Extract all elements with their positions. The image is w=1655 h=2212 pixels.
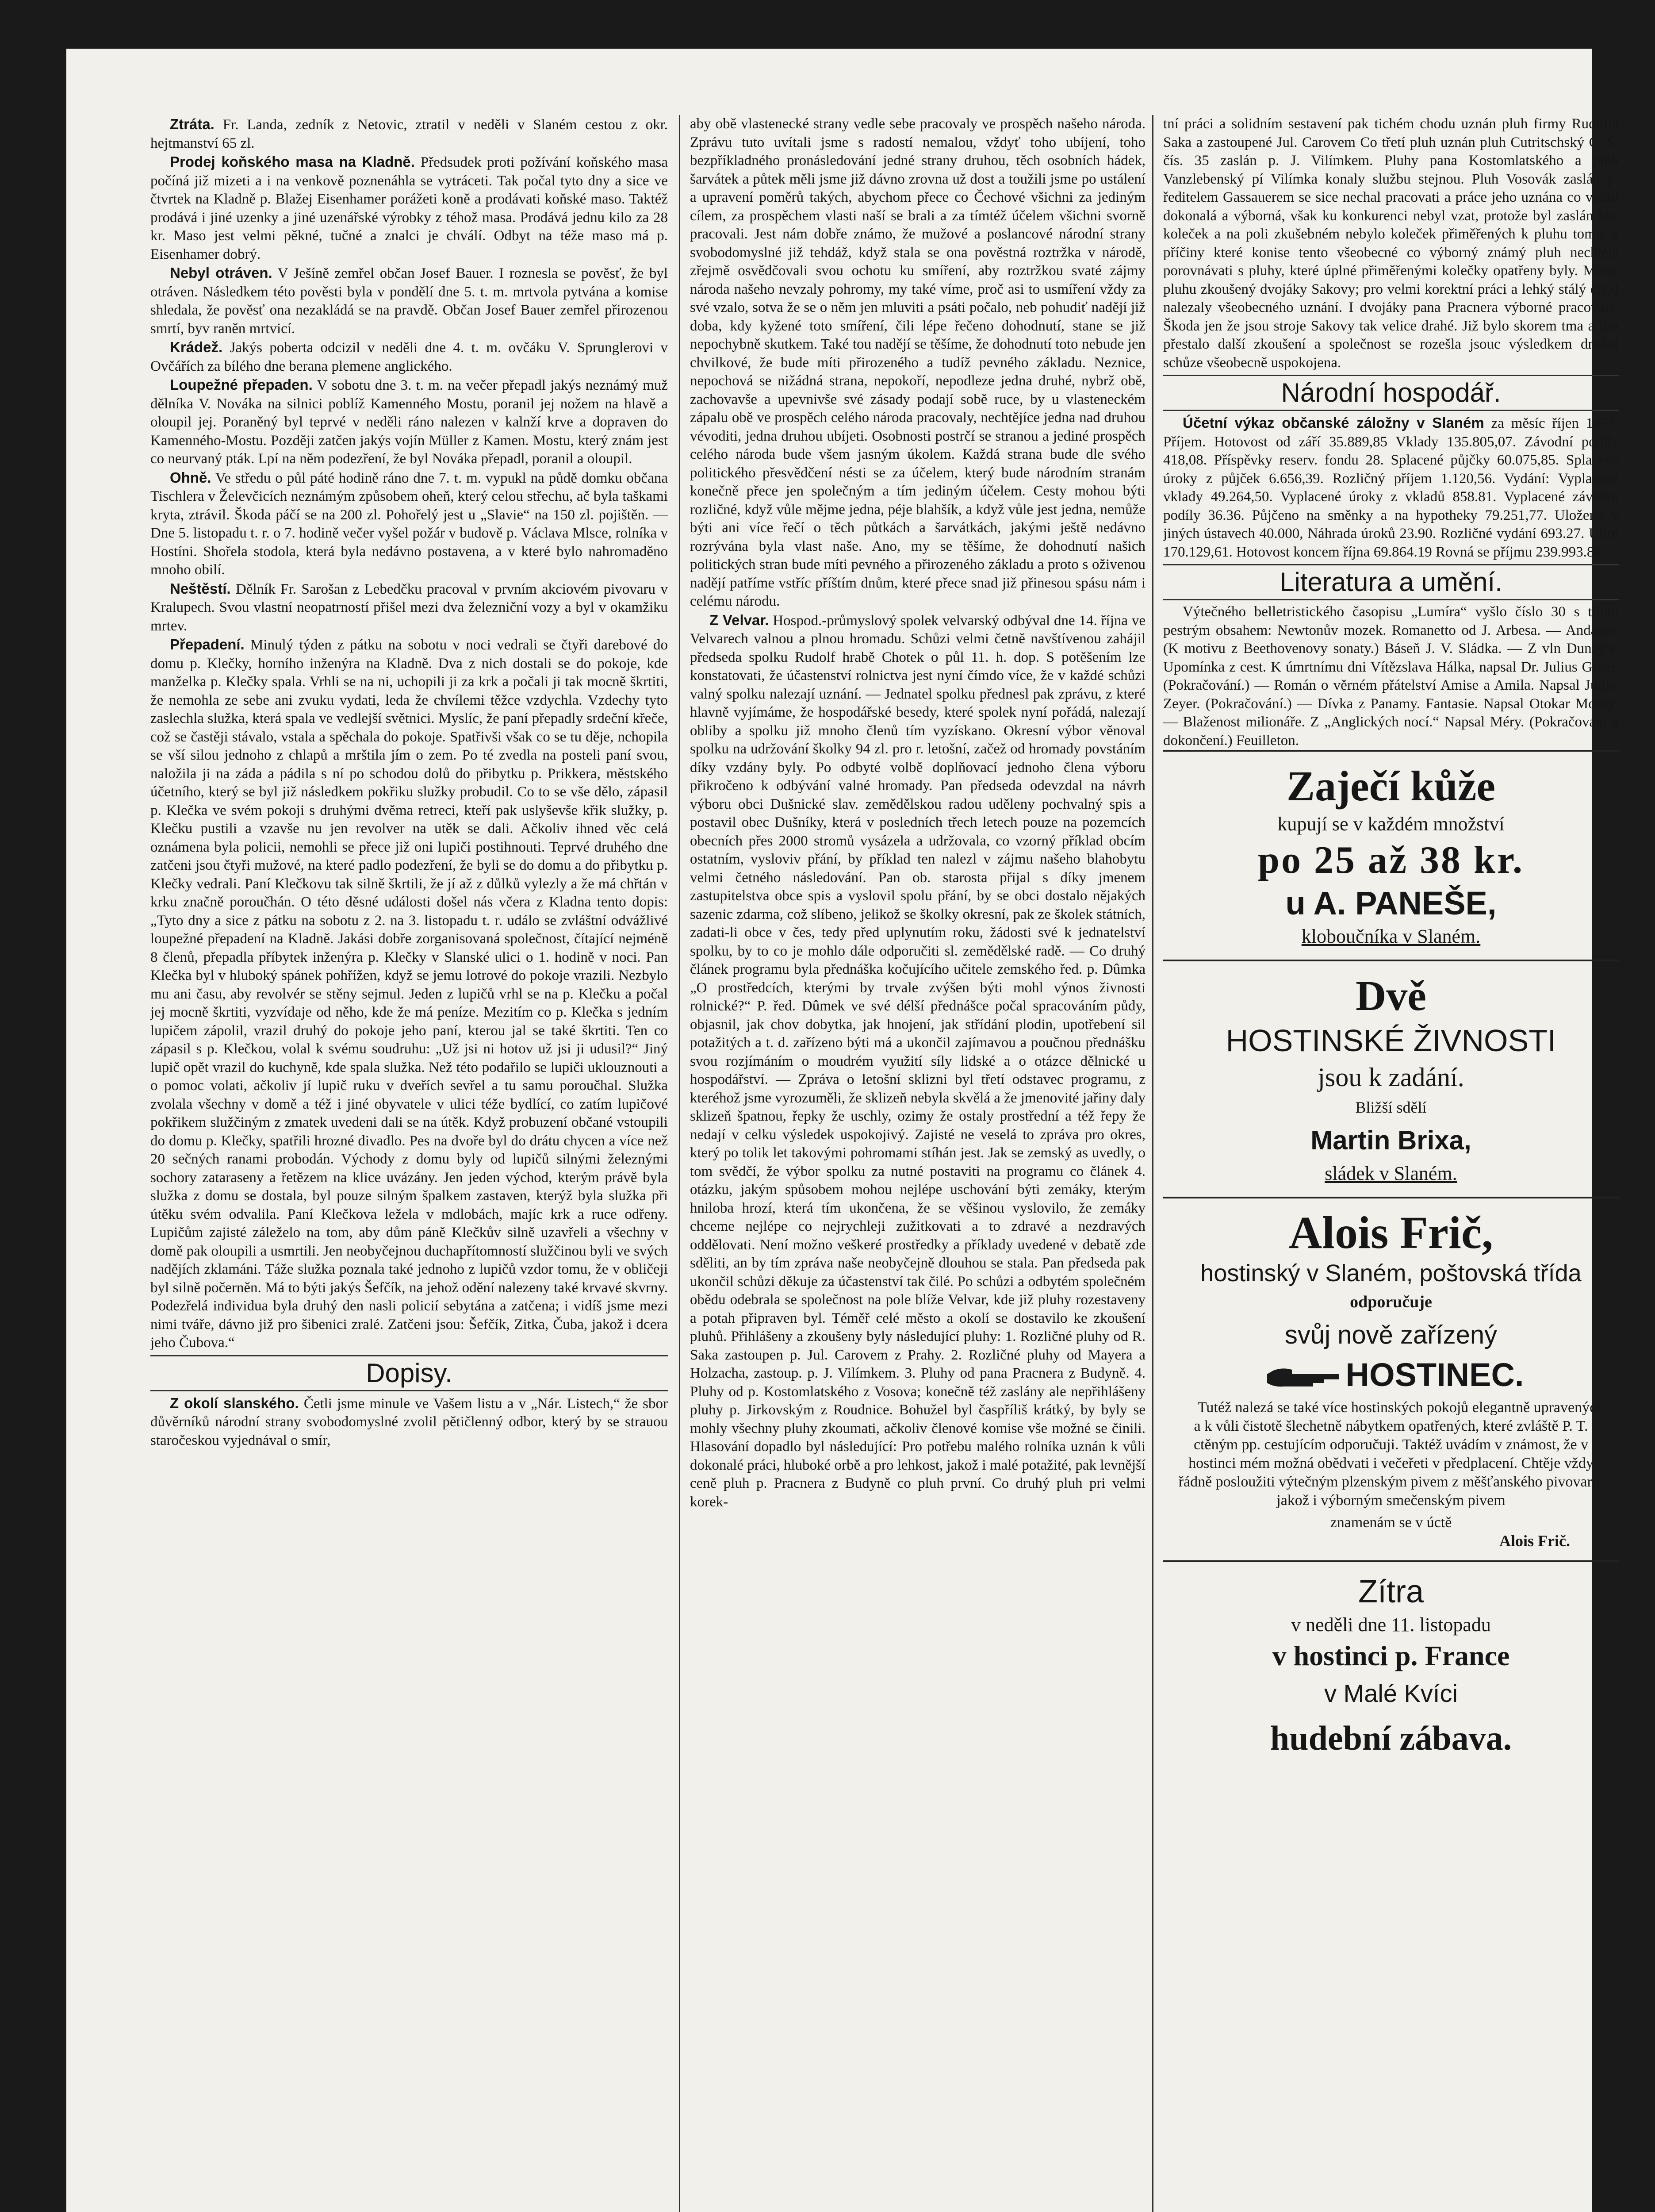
article-nestesti: Neštěstí. Dělník Fr. Sarošan z Lebedčku pracoval v prvním akciovém pivovaru v Kralupech. Svou vlastní neopatrností přišel mezi dva železniční vozy a byl v okamžiku mrtev. <box>150 580 668 634</box>
ad-body: Tutéž nalezá se také více hostinských pokojů elegantně upravených a k vůli čistotě šlechetně nábytkem opatřených, které zvláště P. T. ctěným pp. cestujícím odporučuji. Taktéž uvádím v známost, že v hostinci mém možná obědvati i večeřeti v předplacení. Chtěje vždy řádně posloužiti výtečným plzenským pivem z měšťanského pivovaru, jakož i výborným smečenským pivem <box>1178 1399 1604 1509</box>
article-lumir: Výtečného belletristického časopisu „Lumíra“ vyšlo číslo 30 s tímto pestrým obsahem: Newtonův mozek. Romanetto od J. Arbesa. — Andante. (K motivu z Beethovenovy sonaty.) Báseň J. V. Sládka. — Z vln Dunajce. Upomínka z cest. K úmrtnímu dni Vítězslava Hálka, napsal Dr. Julius Grégr. (Pokračování.) — Román o věrném přátelství Amise a Amila. Napsal Julius Zeyer. (Pokračování.) — Dívka z Panamy. Fantasie. Napsal Otokar Mokrý. — Blaženost milionáře. Z „Anglických nocí.“ Napsal Méry. (Pokračování a dokončení.) Feuilleton. <box>1163 604 1619 749</box>
article-loupezne-prepadeni: Loupežné přepaden. V sobotu dne 3. t. m. na večer přepadl jakýs neznámý muž dělníka V. Nováka na silnici poblíž Kamenného Mostu, poranil jej nožem na hlavě a oloupil jej. Poraněný byl teprvé v neděli ráno nalezen v kalnží krve a dopraven do Kamenného-Mostu. Později zatčen jakýs vojín Müller z Kamen. Mostu, který znám jest co neurvaný pták. Lpí na něm podezření, že byl Nováka přepadl, poranil a oloupil. <box>150 376 668 467</box>
advertisement-alois-fric <box>1163 1197 1619 1560</box>
article-ohne: Ohně. Ve středu o půl páté hodině ráno dne 7. t. m. vypukl na půdě domku občana Tischlera v Želevčicích neznámým způsobem oheň, který celou střechu, ač byla taškami kryta, ztrávil. Škoda páčí se na 200 zl. Pohořelý jest u „Slavie“ na 150 zl. pojištěn. — Dne 5. listopadu t. r. o 7. hodině večer vyšel požár v budově p. Václava Mlsce, rolníka v Hostíni. Shořela stodola, která byla nedávno postavena, a v které bylo nahromaděno mnoho obilí. <box>150 469 668 578</box>
ad-headline: HOSTINEC. <box>1163 1355 1619 1395</box>
ad-title: Dvě <box>1356 972 1426 1019</box>
column-middle <box>690 115 1145 2212</box>
ad-line: svůj nově zařízený <box>1284 1321 1498 1349</box>
ad-signature: Alois Frič. <box>1499 1532 1570 1550</box>
advertisement-zajeci-kuze <box>1163 750 1619 960</box>
ad-line: hudební zábava. <box>1270 1718 1512 1757</box>
ad-title: Zítra <box>1358 1574 1424 1609</box>
article-prepadeni: Přepadení. Minulý týden z pátku na sobotu v noci vedrali se čtyři darebové do domu p. Klečky, horního inženýra na Kladně. Dva z nich dostali se do pokoje, kde manželka p. Klečky spala. Vrhli se na ni, uchopili ji za krk a počali ji tak mocně škrtiti, že nemohla ze sebe ani zvuku vydati, leda že chvílemi těžce vzdychla. Vzdechy tyto zaslechla služka, která spala ve vedlejší světnici. Myslíc, že paní přepadly srdeční křeče, což se častěji stávalo, vstala a spěchala do pokoje. Spatřivši však co se tu děje, nchopila se vší silou jednoho z chlapů a mrštila jím o zem. Po té zvedla na posteli paní svou, naložila ji na záda a pádila s ní po schodou dolů do přibytku p. Prikkera, městského účetního, který se byl již následkem pokřiku služky probudil. Co to se vše dělo, zápasil p. Klečka ve svém pokoji s druhými dvěma retreci, kteří pak uslyševše křik služky, p. Klečku pustili a vzavše nu jen revolver na utěk se dali. Ačkoliv ihned věc celá oznámena byla policii, nemohli se přece již oni lupiči postihnouti. Teprvé druhého dne zatčeni jsou čtyři mužové, na které padlo podezření, že byli se do domu a do přibytku p. Klečky vedrali. Paní Klečkovu tak silně škrtili, že jí až z důlků vylezly a že má chřtán v krku značně poroučhán. O této děsné události došel nás včera z Kladna tento dopis: „Tyto dny a sice z pátku na sobotu z 2. na 3. listopadu t. r. událo se zvláštní odvážlivé loupežné přepadení na Kladně. Jakási dobře zorganisovaná společnost, čítající nejméně 8 členů, přepadla příbytek inženýra p. Klečky v Slanské ulici o 1. hodině v noci. Pan Klečka byl v hluboký spánek pohřížen, když se jemu lotrové do pokoje vrazili. Nezbylo mu ani času, aby revolvér se stěny sejmul. Jeden z lupičů vrhl se na p. Klečku a počal jej mocně škrtiti, vyzvídaje od něho, kde že má peníze. Mezitím co p. Klečka s jedním lupičem zápolil, vrazil druhý do pokoje jeho paní, kterou jal se také škrtiti. Ten co zápasil s p. Klečkou, volal k svému soudruhu: „Už jsi ni hotov už jsi ji udusil?“ Jiný lupič opět vrazil do kuchyně, kde spala služka. Než této podařilo se lupiči uklouznouti a o pomoc volati, ačkoliv jí lupič ruku v dveřích sevřel a tu samu poroučhal. Služka zvolala všechny v domě a též i jiné obyvatele v ulici téže bydlící, co zatím lupičové pokřikem služčiným z zmatek uvedeni dali se na útěk. Když probuzení občané vstoupili do domu p. Klečky, spatřili hrozné divadlo. Pes na dvoře byl do drátu chycen a více než 20 sečných ranami probodán. Východy z domu byly od lupičů silnými železnými sochory zataraseny a řetězem na klice uvázány. Jen jeden východ, kterým právě byla služka z domu se dostala, byl pouze silným špalkem zastaven, kterýž byla služka při útěku svém odvalila. Paní Klečkova ležela v mdlobách, majíc krk a ruce odřeny. Lupičům zajisté záleželo na tom, aby dům páně Klečkův silně uzavřeli a všechny v domě pak oloupili a usmrtili. Jen neobyčejnou duchapřítomností služčinou byli ve svých nadějích zklamáni. Táže služka poznala také jednoho z lupičů vzdor tomu, že v obličeji byl silně počerněn. Má to býti jakýs Šefčík, na jehož odění nalezeny také krvavé skvrny. Podezřelá individua byla druhý den nasli policií sebytána a zatčena; i vidíš jsme mezi nimi tváře, dávno již pro šibenici zralé. Zatčeni jsou: Šefčík, Zitka, Čuba, jakož i dcera jeho Čubova.“ <box>150 636 668 1351</box>
ad-line: v hostinci p. France <box>1272 1640 1510 1671</box>
ad-owner-name: Alois Frič, <box>1288 1207 1494 1258</box>
article-z-okoli-slanskeho: Z okolí slanského. Četli jsme minule ve Vašem listu a v „Nár. Listech,“ že sbor důvěrníků národní strany svobodomyslné zvolil pětičlenný odbor, který by se strauou staročeskou vyjednával o smír, <box>150 1394 668 1448</box>
article-ucetni-vykaz: Účetní výkaz občanské záložny v Slaném za měsíc říjen 1877. Příjem. Hotovost od září 35.889,85 Vklady 135.805,07. Závodní podíly 418,08. Příspěvky reserv. fondu 28. Splacené půjčky 60.075,85. Splacené úroky z půjček 6.656,39. Rozličný příjem 1.120,56. Vydání: Vyplacené vklady 49.264,50. Vyplacené úroky z vkladů 858.81. Vyplacené závodní podíly 36.36. Půjčeno na směnky a na hypotheky 79.251,77. Uloženo v jiných ústavech 40.000, Náhrada úroků 23.90. Rozličné vydání 693.27. Úhrn 170.129,61. Hotovost koncem října 69.864.19 Rovná se příjmu 239.993.80. <box>1163 415 1619 560</box>
advertisement-hostinske-zivnosti <box>1163 960 1619 1197</box>
article-ztrata: Ztráta. Fr. Landa, zedník z Netovic, ztratil v neděli v Slaném cestou z okr. hejtmanství 65 zl. <box>150 116 668 151</box>
ad-line: kupují se v každém množství <box>1277 813 1505 835</box>
column-rule <box>1152 115 1153 2212</box>
ad-line: HOSTINSKÉ ŽIVNOSTI <box>1226 1023 1556 1058</box>
ad-merchant-trade: kloboučníka v Slaném. <box>1301 926 1481 947</box>
column-rule <box>679 115 680 2212</box>
ad-line: hostinský v Slaném, poštovská třída <box>1200 1260 1582 1286</box>
article-nebyl-otraven: Nebyl otráven. V Ješíně zemřel občan Josef Bauer. I roznesla se pověsť, že byl otráven. Následkem této pověsti byla v pondělí dne 5. t. m. mrtvola pytvána a komise shledala, že pověsť ona nezakládá se na pravdě. Občan Josef Bauer zemřel přirozenou smrtí, byv raněn mrtvicí. <box>150 265 668 337</box>
advertisement-hudebni-zabava <box>1163 1560 1619 1773</box>
article-continuation: tní práci a solidním sestavení pak tichém chodu uznán pluh firmy Rudolfa Saka a zastoupené Jul. Carovem Co třetí pluh uznán pluh Cutritschský C. S. čís. 35 zaslán p. J. Vilímkem. Pluhy pana Kostomlatského a pluh Vanzlebenský pí Vilímka konaly službu stejnou. Pluh Vosovák zaslán p. ředitelem Gassauerem se sice nechal pracovati a práce jeho uznána co velmi dokonalá a výborná, však ku konkurenci nebyl vzat, protože byl zaslán bez koleček a na poli zkušebném nebylo koleček přiměřených k pluhu tomu, z příčiny které konise tento všeobecné co výborný známý pluh nechtěla porovnávati s pluhy, které úplné přiměřenými kolečky opatřeny byly. Mimo pluhu zkoušený dvojáky Sakovy; pro velmi korektní práci a lehký stálý chod nalezaly všeobecného uznání. I dvojáky pana Pracnera výborné pracovaly. Škoda jen že jsou stroje Sakovy tak velice drahé. Již bylo skorem tma a tím přestalo další zkoušení a společnost se rozešla jsouc výsledkem dnešní schůze všeobecně uspokojena. <box>1163 116 1619 371</box>
section-heading-dopisy: Dopisy. <box>150 1355 668 1391</box>
section-heading-literatura: Literatura a umění. <box>1163 564 1619 600</box>
ad-line: v Malé Kvíci <box>1324 1679 1458 1707</box>
ad-line: odporučuje <box>1350 1293 1432 1311</box>
section-heading-narodni-hospodar: Národní hospodář. <box>1163 375 1619 411</box>
ad-line: v neděli dne 11. listopadu <box>1291 1613 1491 1636</box>
article-kradez: Krádež. Jakýs poberta odcizil v neděli dne 4. t. m. ovčáku V. Sprunglerovi v Ovčářích za bílého dne berana plemene anglického. <box>150 339 668 374</box>
ad-contact-trade: sládek v Slaném. <box>1325 1163 1457 1184</box>
pointing-hand-icon <box>1264 1364 1340 1390</box>
ad-merchant-name: u A. PANEŠE, <box>1285 885 1497 922</box>
ad-closing: znamenám se v úctě <box>1330 1514 1452 1531</box>
newspaper-page <box>66 49 1619 2212</box>
ad-contact-name: Martin Brixa, <box>1310 1125 1471 1155</box>
ad-title: Zaječí kůže <box>1287 762 1495 810</box>
article-z-velvar: Z Velvar. Hospod.-průmyslový spolek velvarský odbýval dne 14. října ve Velvarech valnou a plnou hromadu. Schůzi velmi četně navštívenou zahájil předseda spolku Rudolf hrabě Chotek o půl 11. h. dop. S potěšením lze konstatovati, že účastenství rolnictva jest nyní čímdo více, že v každé schůzi valný spolku nalezají uznání. — Jednatel spolku přednesl pak zprávu, z které hlavně vyjímáme, že hospodářské besedy, které spolek nyní pořádá, nalezají obliby a spolku již mnoho členů tím vyzískano. Okresní výbor věnoval spolku na udržování školky 94 zl. pro r. letošní, začež od hromady povstáním díky vzdány byly. Po odbyté volbě doplňovací jednoho člena výboru přikročeno k odbývání valné hromady. Pan předseda odevzdal na návrh výboru obci Dušnické slav. zemědělskou radou uděleny pochvalný spis a postavil obec Dušníky, která v posledních třech letech pouze na pozemcích obecních přes 2000 stromů vysázela a udržovala, co vzorný příklad obcím ostatním, vysloviv přání, by příklad ten nalezl v zájmu našeho blahobytu velmi četného následování. Pan ob. starosta přijal s díky jmenem zastupitelstva obce spis a vyslovil spolu přání, by se obci dostalo nějakých sazenic zdarma, což slíbeno, jelikož se školky okresní, pak ze školek státních, zadati-li obce v čes, tedy před uplynutím roku, žádosti své k jednatelství spolku, by to co je mohlo dále odporučiti sl. zemědělské radě. — Co druhý článek programu byla přednáška kočujícího učitele zemského řed. p. Dûmka „O prostředcích, kterými by trvale zvýšen býti mohl výnos živnosti rolnické?“ P. řed. Dûmek ve své délší přednášce počal spracováním půdy, objasnil, jak chov dobytka, jak hnojení, jak střídání plodin, upotřebení sil potažitých a t. d. zařízeno býti má a ukončil zajímavou a poučnou přednášku svou rozjímáním o moudrém využití síly lidské a o otázce dělnické u hospodářství. — Zpráva o letošní sklizni byl třetí odstavec programu, z kteréhož jsme vyrozuměli, že sklizeň nebyla skvělá a že jmenovité jařiny daly sklizeň špatnou, řepky že uschly, ozimy že ostaly prostřední a též řepy že nedají v celku výsledek uspokojivý. Zajisté ne veselá to zpráva pro okres, který po tolik let takovými pohromami stíhán jest. Jak se zemský as uvedly, o tom svědčí, že výbor spolku za nutné postaviti na programu co článek 4. otázku, jakým spůsobem mohou nejlépe uschování býti zemáky, kterým hniloba hrozí, která tím ukončena, že se věšinou vyslovilo, že zemáky chceme nejlépe co nejrychleji zužitkovati a to zdravé a nezdravých oddělovati. Není možno veškeré prostředky a příklady uvedené v debatě zde sděliti, an by tím zpráva naše neobyčejně dlouhou se stala. Pan předseda pak ukončil schůzi děkuje za účastenství tak čilé. Po schůzi a odbytém společném obědu odebrala se společnost na pole blíže Velvar, kde již pluhy rozestaveny a potah připraven byl. Téměř celé město a okolí se dostavilo ke zkoušení pluhů. Přihlášeny a zkoušeny byly následující pluhy: 1. Rozličné pluhy od R. Saka zastoupen p. Jul. Carovem z Prahy. 2. Rozličné pluhy od Mayera a Holzacha, zastoup. p. J. Vilímkem. 3. Pluhy od pana Pracnera z Budyně. 4. Pluhy od p. Kostomlatského z Vosova; konečně též zaslány ale nepřihlášeny pluhy p. Jirkovským z Roudnice. Bohužel byl časpříliš krátký, by byly se mohly všechny pluhy zkoumati, ačkoliv členové komise vše možné se činili. Hlasování dopadlo byl následující: Pro potřebu malého rolníka uznán k vůli dokonalé práci, hluboké orbě a pro lehkost, jakož i malé potažité, pak levnější ceně pluh p. Pracnera z Budyně co pluh první. Co druhý pluh pri velmi korek- <box>690 611 1145 1510</box>
ad-price: po 25 až 38 kr. <box>1258 839 1524 882</box>
ad-line: Bližší sdělí <box>1355 1098 1427 1116</box>
article-prodej-masa: Prodej koňského masa na Kladně. Předsudek proti požívání koňského masa počíná již mizeti a i na venkově poznenáhla se vytráceti. Tak počal tyto dny a sice ve čtvrtek na Kladně p. Blažej Eisenhamer porážeti koně a prodávati koňské maso. Taktéž prodává i jiné uzenky a jiné uzenářské výrobky z téhož masa. Prodává jednu kilo za 28 kr. Maso jest velmi pěkné, tučné a znalci je chválí. Odbyt na téže maso má p. Eisenhamer dobrý. <box>150 154 668 262</box>
column-left <box>150 115 668 2212</box>
column-right <box>1163 115 1619 2212</box>
article-continuation: aby obě vlastenecké strany vedle sebe pracovaly ve prospěch našeho národa. Zprávu tuto uvítali jsme s radostí nemalou, vždyť toho ubíjení, toho bezpříkladného pronásledování jedné strany druhou, těch osobních hádek, šarvátek a půtek měli jsme již dávno zrovna už dost a toužili jsme po ustálení a upravení poměrů takých, abychom přece co Čechové všichni za jediným cílem, za prospěchem vlasti naší se brali a za tímtéž účelem všichni svorně pracovali. Jest nám dobře známo, že mužové a poslancové národní strany svobodomyslné již tehdáž, když stala se ona pověstná roztržka v národě, zřejmě osvědčovali svou ochotu ku smíření, aby roztržkou svaté zájmy národa našeho nevzaly pohromy, my také víme, proč asi to usmíření vždy za své vzalo, sotva že se o něm jen mluviti a psáti počalo, neb pohudiť nadějí již doba, kdy kyžené toto smíření, čili lépe řečeno dohodnutí, stane se již nepochybně skutkem. Také tou nadějí se těšíme, že dohodnutí toto nebude jen chvilkové, že bude míti přirozeného a tudíž pevného základu. Neznice, nepochová se nižádná strana, nepokoří, nepodleze jedna druhé, nybrž obě, zachovavše a upevnivše své zásady podají sobě ruce, by u vlasteneckém zápalu obě ve prospěch celého národa pracovaly, nechtějíce jedna nad druhou vévoditi, jedna druhou ubíjeti. Osobnosti postrčí se stranou a jediné prospěch celého národa bude všem jasným úkolem. Každá strana bude dle svého politického přesvědčení nésti se za účelem, který bude národním stranám konečně přece jen společným a tím jediným účelem. Cesty mohou býti rozličné, když vůle mějme jedna, péje blahšík, a když vůle jest jedna, nemůže býti ani více řečí o těch půtkách a šarvátkách, jakými ještě nedávno rozrývána byla vlast naše. Ano, my se těšíme, že dohodnutí našich politických stran bude míti pevného a přirozeného základu a proto s oživenou nadějí patříme vstříc příštím dnům, které přece snad již přinesou spásu nám i celému národu. <box>690 116 1145 609</box>
ad-line: jsou k zadání. <box>1318 1063 1464 1092</box>
